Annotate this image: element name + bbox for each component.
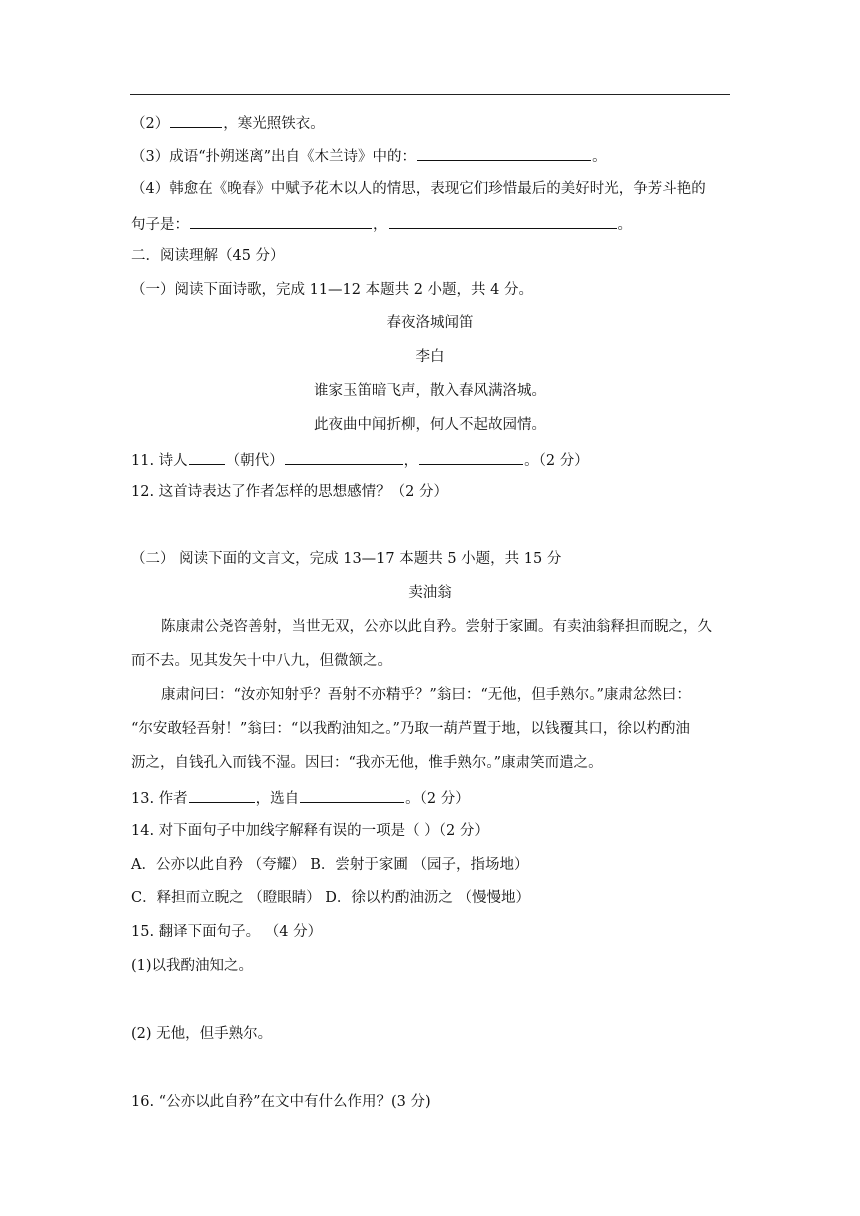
question-11 bbox=[131, 450, 589, 470]
essay-paragraph-line: 沥之，自钱孔入而钱不湿。因曰：“我亦无他，惟手熟尔。”康肃笑而遣之。 bbox=[131, 755, 603, 771]
option-a-b: A．公亦以此自矜 （夸耀） B．尝射于家圃 （园子，指场地） bbox=[131, 857, 529, 873]
q10-item-2 bbox=[131, 113, 325, 133]
answer-blank[interactable] bbox=[285, 450, 403, 465]
part-2-heading: （二） 阅读下面的文言文，完成 13—17 本题共 5 小题，共 15 分 bbox=[131, 551, 562, 567]
section-heading: 二．阅读理解（45 分） bbox=[131, 248, 285, 264]
answer-blank[interactable] bbox=[170, 113, 222, 128]
question-text: （朝代） bbox=[225, 453, 284, 469]
essay-paragraph-line: 康肃问曰：“汝亦知射乎？吾射不亦精乎？”翁曰：“无他，但手熟尔。”康肃忿然曰： bbox=[161, 687, 691, 703]
question-14: 14. 对下面句子中加线字解释有误的一项是（ ）（2 分） bbox=[131, 823, 489, 839]
question-text: 11. 诗人 bbox=[131, 453, 188, 469]
question-15-1: (1)以我酌油知之。 bbox=[131, 958, 254, 974]
option-c-d: C．释担而立睨之 （瞪眼睛） D．徐以杓酌油沥之 （慢慢地） bbox=[131, 890, 531, 906]
item-end: 。 bbox=[592, 149, 607, 165]
item-text: ， bbox=[373, 217, 388, 233]
essay-paragraph-line: 陈康肃公尧咨善射，当世无双，公亦以此自矜。尝射于家圃。有卖油翁释担而睨之，久 bbox=[161, 619, 712, 635]
essay-paragraph-line: “尔安敢轻吾射！”翁曰：“以我酌油知之。”乃取一葫芦置于地，以钱覆其口，徐以杓酌油 bbox=[131, 721, 690, 737]
answer-blank[interactable] bbox=[389, 214, 617, 229]
answer-blank[interactable] bbox=[189, 450, 225, 465]
question-12: 12. 这首诗表达了作者怎样的思想感情？（2 分） bbox=[131, 484, 449, 500]
item-end: 。 bbox=[617, 217, 632, 233]
essay-title: 卖油翁 bbox=[408, 585, 452, 601]
header-rule bbox=[130, 94, 730, 95]
question-points: 。（2 分） bbox=[405, 791, 470, 807]
question-15: 15. 翻译下面句子。 （4 分） bbox=[131, 924, 323, 940]
poem-title: 春夜洛城闻笛 bbox=[386, 315, 474, 331]
answer-blank[interactable] bbox=[300, 788, 404, 803]
item-text: ，寒光照铁衣。 bbox=[223, 116, 325, 132]
item-label: （2） bbox=[131, 116, 170, 132]
question-points: 。（2 分） bbox=[524, 453, 589, 469]
poem-line: 此夜曲中闻折柳，何人不起故园情。 bbox=[314, 417, 546, 433]
answer-blank[interactable] bbox=[419, 450, 523, 465]
question-13 bbox=[131, 788, 470, 808]
question-16: 16. “公亦以此自矜”在文中有什么作用？(3 分) bbox=[131, 1094, 431, 1110]
q10-item-4-answer bbox=[131, 214, 632, 234]
poem-line: 谁家玉笛暗飞声，散入春风满洛城。 bbox=[314, 383, 546, 399]
question-text: 13. 作者 bbox=[131, 791, 188, 807]
item-text: 句子是： bbox=[131, 217, 189, 233]
q10-item-3 bbox=[131, 146, 607, 166]
answer-blank[interactable] bbox=[189, 788, 255, 803]
question-15-2: (2) 无他，但手熟尔。 bbox=[131, 1026, 273, 1042]
essay-paragraph-line: 而不去。见其发矢十中八九，但微颔之。 bbox=[131, 653, 392, 669]
question-text: ， bbox=[403, 453, 419, 469]
question-text: ，选自 bbox=[255, 791, 300, 807]
item-text: （3）成语“扑朔迷离”出自《木兰诗》中的： bbox=[131, 149, 417, 165]
poem-author: 李白 bbox=[415, 349, 445, 365]
answer-blank[interactable] bbox=[190, 214, 372, 229]
answer-blank[interactable] bbox=[417, 146, 591, 161]
part-1-heading: （一）阅读下面诗歌，完成 11—12 本题共 2 小题，共 4 分。 bbox=[131, 282, 534, 298]
q10-item-4: （4）韩愈在《晚春》中赋予花木以人的情思，表现它们珍惜最后的美好时光，争芳斗艳的 bbox=[131, 181, 706, 197]
